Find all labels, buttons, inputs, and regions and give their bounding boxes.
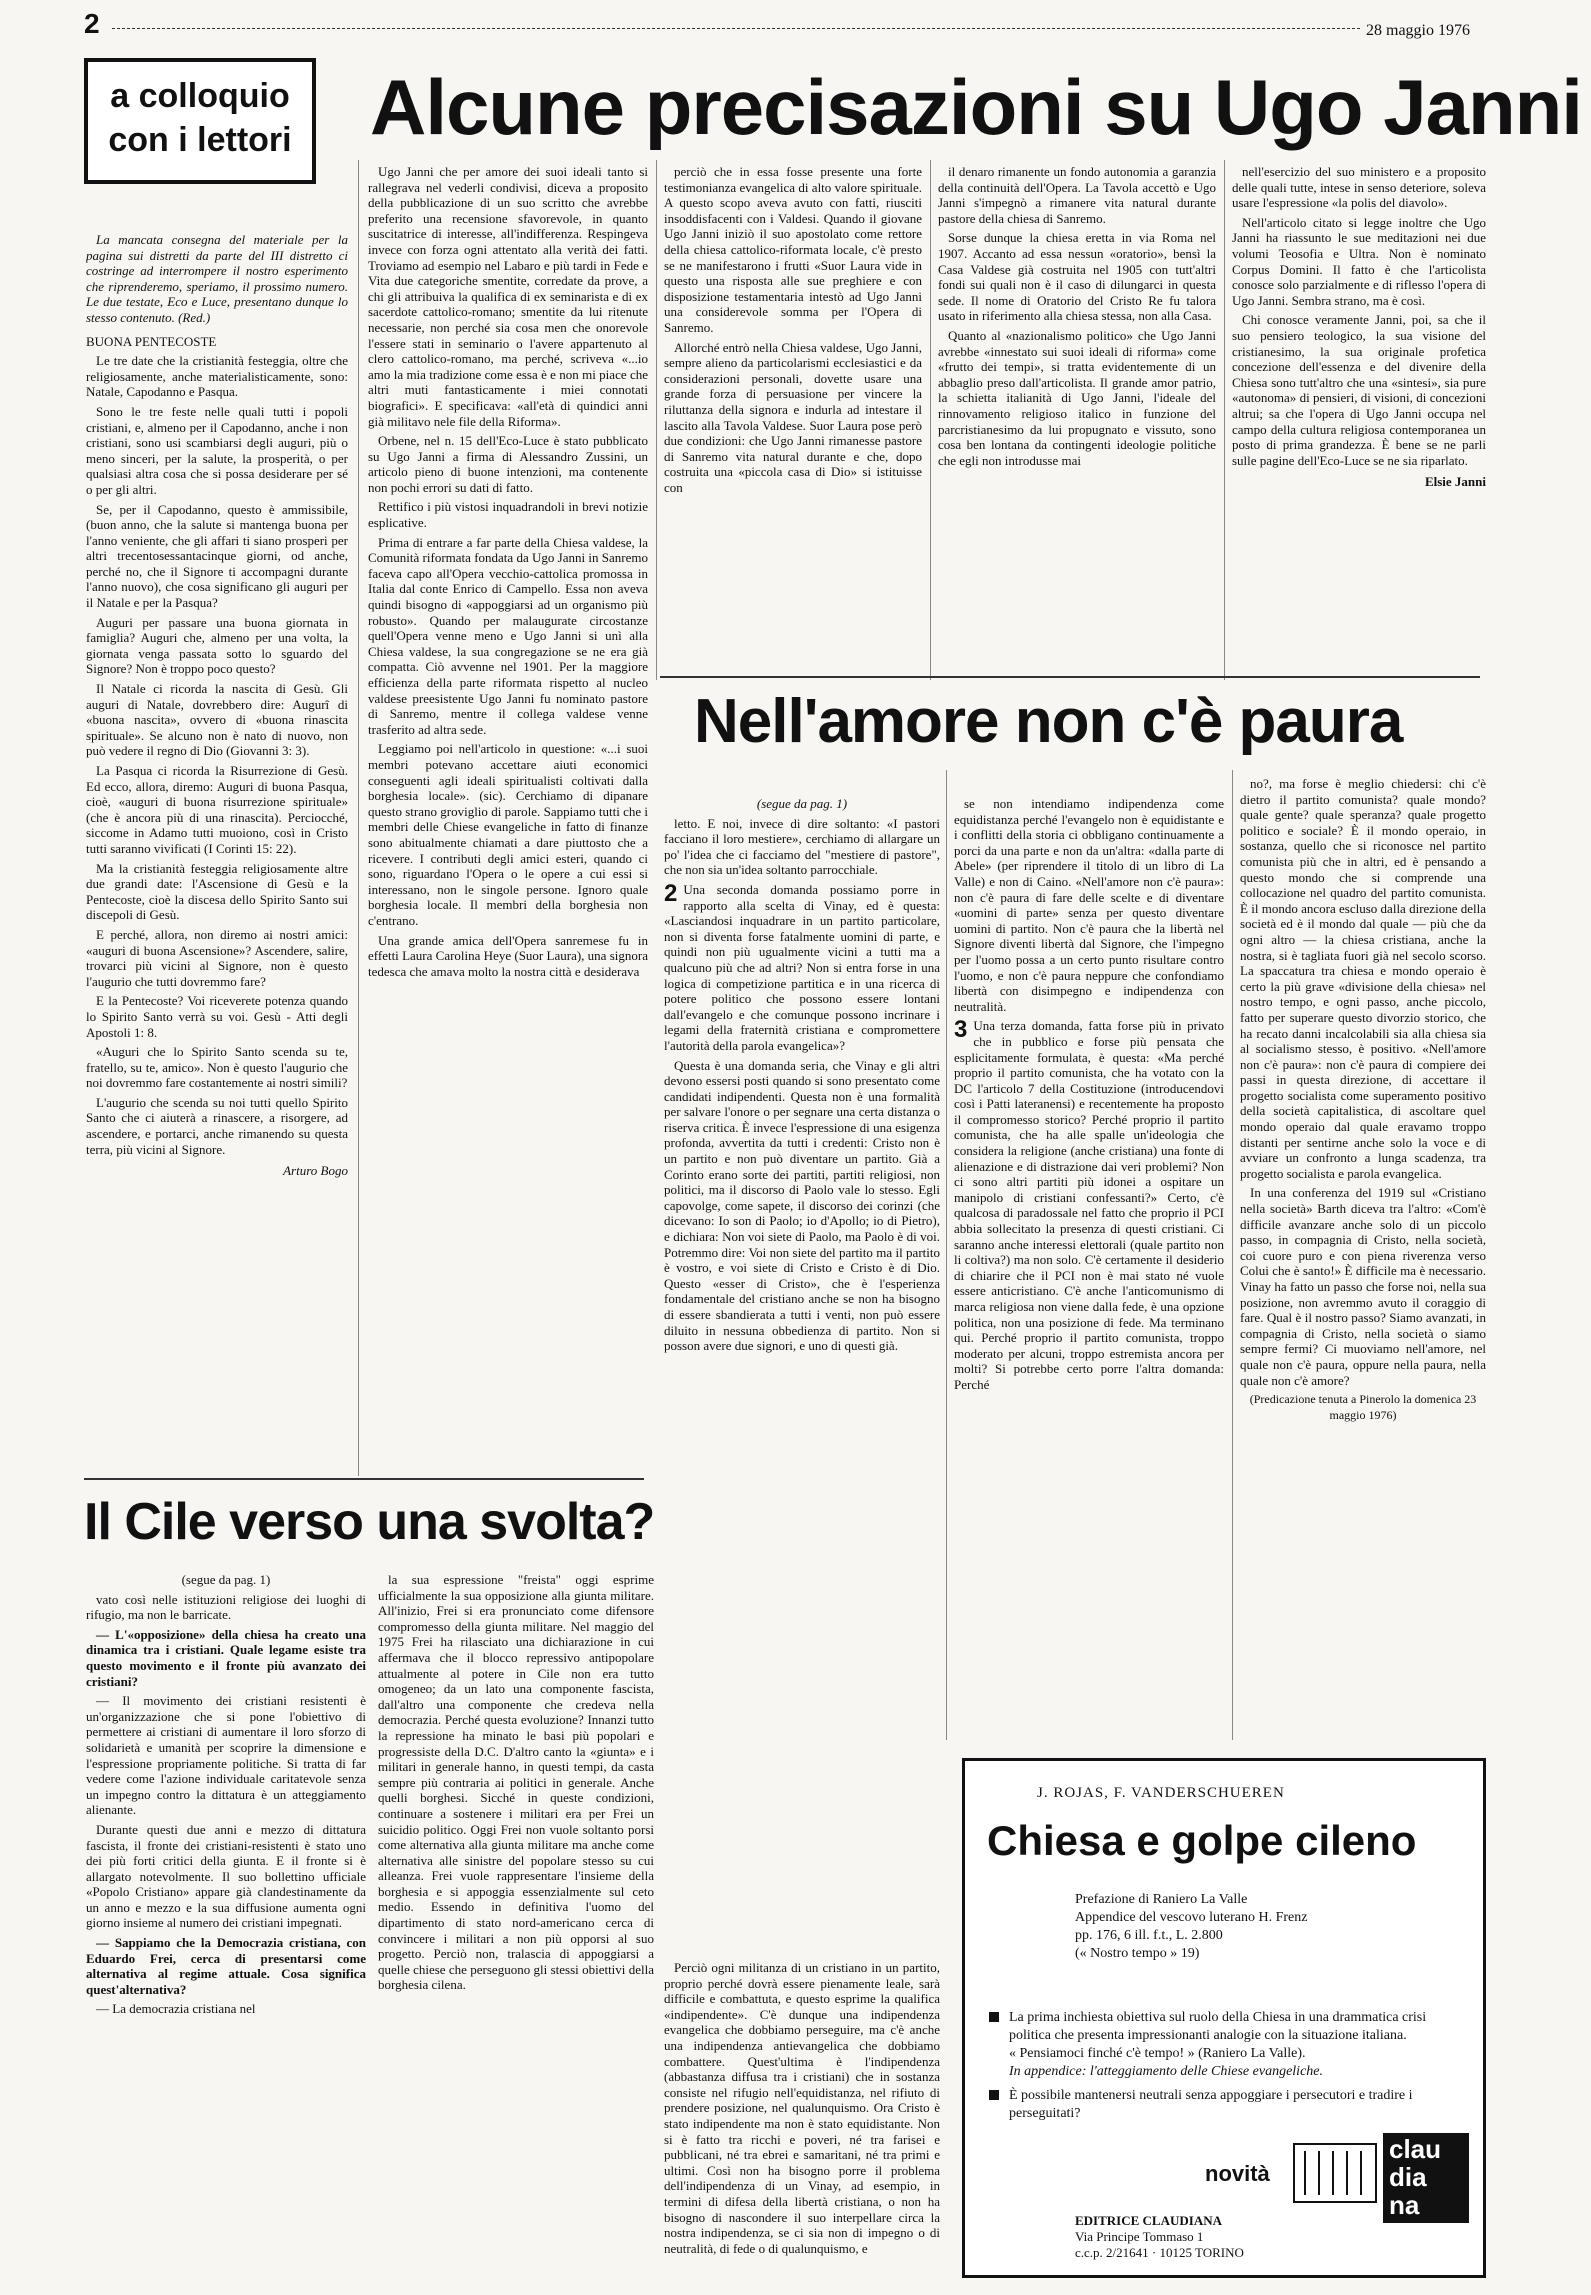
section-rule	[84, 1478, 644, 1480]
publisher-name: EDITRICE CLAUDIANA	[1075, 2213, 1222, 2228]
article-paragraph: il denaro rimanente un fondo autonomia a garanzia della continuità dell'Opera. La Tavola accettò e Ugo Janni s'impegnò a rimanere vita natural durante pastore della chiesa di Sanremo.	[938, 164, 1216, 226]
letter-paragraph: E perché, allora, non diremo ai nostri amici: «auguri di buona Ascensione»? Ascendere, salire, trovarci più vicini al Signore, non è questo l'augurio che tutti dovremmo fare?	[86, 926, 348, 989]
article-paragraph: Chi conosce veramente Janni, poi, sa che il suo pensiero teologico, la sua visione del cristianesimo, la sua originale profetica concezione dell'essenza e del divenire della Chiesa sono tutt'altro che una «sintesi», sia pure «autonoma» di pensieri, di visioni, di concezioni altrui; sa che l'opera di Ugo Janni occupa nel campo della cultura religiosa contemporanea un posto di prima grandezza. È bene se ne parli sulle pagine dell'Eco-Luce se ne sia riparlato.	[1232, 312, 1486, 468]
letter-paragraph: E la Pentecoste? Voi riceverete potenza quando lo Spirito Santo verrà su voi. Gesù - Atti degli Apostoli 1: 8.	[86, 993, 348, 1040]
article-paragraph: Prima di entrare a far parte della Chiesa valdese, la Comunità riformata fondata da Ugo Janni in Sanremo faceva capo all'Opera vecchio-cattolica promossa in Italia dal conte Enrico di Campello. Essa non aveva quindi bisogno di «appoggiarsi ad un organismo più robusto». Quando per malaugurate circostanze quell'Opera venne meno e Ugo Janni si unì alla Chiesa valdese, la sua congregazione se ne era già compatta. Ciò avvenne nel 1901. Per la maggiore efficienza della parte riformata rispetto al nucleo valdese preesistente Ugo Janni fu nominato pastore di Sanremo, mentre il collega valdese venne trasferito ad altra sede.	[368, 534, 648, 737]
letter-paragraph: Sono le tre feste nelle quali tutti i popoli cristiani, e, almeno per il Capodanno, anche i non cristiani, sono usi scambiarsi degli auguri, più o meno sinceri, per la salute, la prosperità, o per qualsiasi altra cosa che si possa desiderare per sé o per gli altri.	[86, 403, 348, 497]
article-paragraph: Durante questi due anni e mezzo di dittatura fascista, il fronte dei cristiani-resistenti è stato uno dei più forti critici della giunta. E il fronte si è allargato notevolmente. Il suo bollettino ufficiale «Popolo Cristiano» appare già clandestinamente da un anno e mezzo e la sua diffusione aumenta ogni giorno insieme al numero dei cristiani impegnati.	[86, 1821, 366, 1931]
article-paragraph: In una conferenza del 1919 sul «Cristiano nella società» Barth diceva tra l'altro: «Com'è difficile avanzare anche solo di un piccolo passo, in compagnia di Cristo, nella società, coi cuore puro e con piena riverenza verso Colui che è santo!» È difficile ma è necessario. Vinay ha fatto un passo che forse noi, nella sua posizione, non avremmo avuto il coraggio di fare. Qual è il nostro passo? Siamo avanzati, in compagnia di Cristo, nella società o siamo sempre fermi? Ci muoviamo nell'amore, nel quale non c'è paura, oppure nella paura, nella quale non c'è amore?	[1240, 1185, 1486, 1388]
article-paragraph: — Il movimento dei cristiani resistenti è un'organizzazione che si pone l'obiettivo di permettere ai cristiani di aumentare il loro sforzo di solidarietà e umanità per scoprire la dimensione e l'espressione propriamente politiche. Si tratta di far vedere come l'azione individuale caritatevole senza un impegno contro la dittatura è un atteggiamento alienante.	[86, 1693, 366, 1818]
letter-paragraph: Auguri per passare una buona giornata in famiglia? Auguri che, almeno per una volta, la giornata venga passata sotto lo sguardo del Signore? Non è troppo poco questo?	[86, 614, 348, 677]
article-paragraph: no?, ma forse è meglio chiedersi: chi c'è dietro il partito comunista? quale mondo? quale gente? quale speranza? quale progetto politico e sociale? È il mondo operaio, in sostanza, quello che si riconosce nel partito comunista più che in altri, ed è pensando a questo mondo che si comprende una collocazione nel quadro del partito comunista. È il mondo ancora escluso dalla direzione della società ed è il mondo dal quale — più che da ogni altro — la chiesa cristiana, anche la nostra, si è tagliata fuori già nel secolo scorso. La spaccatura tra chiesa e mondo operaio è certo la più grave «divisione della chiesa» nel nostro tempo, e ogni passo, anche piccolo, fatto per superare questo divorzio storico, che ha recato danni incalcolabili sia alla chiesa sia al socialismo stesso, è positivo. «Nell'amore non c'è paura»: non c'è paura di compiere dei passi in questa direzione, di accettare il progetto socialista come superamento positivo della società capitalistica, di ascoltare quel mondo operaio dal quale eravamo troppo distanti per sentirne anche solo la voce e di avviare un confronto a lunga scadenza, tra progetto socialista e parola evangelica.	[1240, 776, 1486, 1181]
janni-column-2	[664, 164, 922, 672]
article-paragraph: — La democrazia cristiana nel	[96, 2001, 256, 2017]
article-paragraph: Una seconda domanda possiamo porre in rapporto alla scelta di Vinay, ed è questa: «Lasciandosi inquadrare in un partito particolare, non si diventa forse fatalmente uomini di parte, e quindi non più ugualmente vicini a tutti ma a qualcuno più che ad altri? Non si entra forse in una logica di competizione partitica e in una ricerca di potere politico che possono essere lontani dall'evangelo e che comunque possono incrinare i legami della fraternità cristiana e compromettere l'autorità della parola evangelica»?	[664, 881, 940, 1053]
article-paragraph: Sorse dunque la chiesa eretta in via Roma nel 1907. Accanto ad essa nessun «oratorio», bensì la Casa Valdese già costruita nel 1905 con tutt'altri fondi sui quali non è il caso di dilungarci in questa sede. Il nome di Oratorio del Cristo Re fu talora usato in riferimento alla chiesa stessa, non alla Casa.	[938, 230, 1216, 324]
letter-paragraph: Il Natale ci ricorda la nascita di Gesù. Gli auguri di Natale, dovrebbero dire: Augurî di «buona nascita», ovvero di «buona rinascita spirituale». Se alcuno non è nato di nuovo, non può vedere il regno di Dio (Giovanni 3: 3).	[86, 681, 348, 759]
article-paragraph: Leggiamo poi nell'articolo in questione: «...i suoi membri potevano accettare aiuti economici conseguenti agli ideali spiritualisti coltivati dalla borghesia locale». (sic). Cerchiamo di dipanare questo strano groviglio di parole. Sappiamo tutti che i membri delle Chiese evangeliche in fatto di finanze sono abitualmente chiamati a dare piuttosto che a ricevere. I contributi degli amici esteri, quando ci sono, riguardano l'Opera o le opere a cui essi si interessano, non le singole persone. Ignoro quale borghesia locale. Il membri della borghesia non c'entrano.	[368, 741, 648, 928]
amore-column-2	[664, 1960, 940, 2280]
book-advertisement	[962, 1758, 1486, 2278]
article-paragraph: Perciò ogni militanza di un cristiano in un partito, proprio perché dovrà essere pienamente leale, sarà difficile e combattuta, e questo esprime la qualifica «indipendente». C'è dunque una indipendenza evangelica che dobbiamo perseguire, ma c'è anche una indipendenza antievangelica che dobbiamo combattere. Quest'ultima è l'indipendenza (abbastanza diffusa tra i cristiani) che in sostanza consiste nel rifugio nell'equidistanza, nel rifiuto di prendere posizione, nel qualunquismo. Ora Cristo è stato indipendente ma non è stato equidistante. Non si è fatto tra ricchi e poveri, né tra farisei e pubblicani, né tra ebrei e samaritani, né tra primi e ultimi. Così non ha bisogno porre il problema dell'indipendenza di un Vinay, ad esempio, in termini di difesa della libertà cristiana, o non ha bisogno di nascondere il suo interpellare circa la nostra indipendenza, se ci sia non di impegno o di neutralità, di fede o di qualunquismo, e	[664, 1960, 940, 2256]
article-paragraph: letto. E noi, invece di dire soltanto: «I pastori facciano il loro mestiere», cerchiamo di allargare un po' l'idea che ci facciamo del "mestiere di pastore", che non sia un'idea soltanto parrocchiale.	[664, 815, 940, 878]
janni-column-3	[938, 164, 1216, 672]
section-rule	[660, 676, 1480, 678]
column-divider	[1232, 770, 1233, 1740]
ad-bullet	[987, 2009, 1465, 2081]
ad-preface: Prefazione di Raniero La Valle	[1075, 1892, 1248, 1907]
cile-column-2	[378, 1572, 654, 2280]
question-number: 3	[954, 1016, 968, 1044]
letter-signature: Arturo Bogo	[283, 1163, 348, 1179]
column-divider	[946, 770, 947, 1740]
letter-paragraph: La Pasqua ci ricorda la Risurrezione di Gesù. Ed ecco, allora, diremo: Auguri di buona Pasqua, cioè, «auguri di buona risurrezione spirituale» (che è ancora più di una rinascita). Perciocché, siccome in Adamo tutti muoiono, così in Cristo tutti saranno vivificati (I Corinti 15: 22).	[86, 763, 348, 856]
article-paragraph: Ugo Janni che per amore dei suoi ideali tanto si rallegrava nel vederli condivisi, diceva a proposito della pubblicazione di un suo scritto che avrebbe preferito una recensione sfavorevole, in quanto suscitatrice di interesse, all'indifferenza. Respingeva invece con forza ogni attentato alla verità dei fatti. Troviamo ad esempio nel Labaro e più tardi in Fede e Vita due categoriche smentite, corredate da prove, a chi gli attribuiva la qualifica di ex seminarista e di ex sacerdote cattolico-romano; smentite da lui ritenute necessarie, non perché sia cosa men che onorevole l'essere stati in seminario o l'avere appartenuto al clero cattolico-romano, ma perché, scriveva «...io amo la mia tradizione come essa è e non mi piace che altri muti fantasticamente i miei connotati biografici». E specificava: «all'età di quindici anni già militavo nele file della Riforma».	[368, 164, 648, 429]
interview-question: — L'«opposizione» della chiesa ha creato una dinamica tra i cristiani. Quale legame esiste tra questo movimento e il fronte più avanzato dei cristiani?	[86, 1626, 366, 1689]
publisher-ccp: c.c.p. 2/21641 · 10125 TORINO	[1075, 2245, 1244, 2260]
article-paragraph: Nell'articolo citato si legge inoltre che Ugo Janni ha riassunto le sue meditazioni nei due volumi Teosofia e Ultra. Non è nominato Corpus Domini. Il fatto è che l'articolista conosce solo parzialmente e di riflesso l'opera di Ugo Janni. Sembra strano, ma è così.	[1232, 214, 1486, 308]
ad-bullet-text: La prima inchiesta obiettiva sul ruolo della Chiesa in una drammatica crisi politica che presenta impressionanti analogie con la situazione italiana.	[1009, 2010, 1427, 2043]
article-paragraph: Una terza domanda, fatta forse più in privato che in pubblico e forse più pensata che esplicitamente formulata, è questa: «Ma perché proprio il partito comunista, che ha votato con la DC l'articolo 7 della Costituzione (introducendovi così i Patti lateranensi) e recentemente ha proposto il compromesso storico? Perché proprio il partito comunista, che ha alle spalle un'ideologia che considera la religione (anche cristiana) una fonte di alienazione e di distrazione dai veri problemi? Non ci sono altri partiti più idonei a ospitare un manipolo di cristiani confessanti?» Certo, c'è qualcosa di paradossale nel fatto che proprio il PCI abbia sollecitato la presenza di questi cristiani. Ci saranno anche interessi elettorali (quale partito non li coltiva?) ma non solo. C'è certamente il desiderio di chiarire che il PCI non è mai stato né vuole essere anticristiano. C'è anche l'anticomunismo di marca religiosa non viene dalla fede, è una opzione politica, non una posizione di fede. Ma terminano qui. Perché proprio il partito comunista, troppo moderato per alcuni, troppo estremista ancora per molti? Si potrebbe certo porre l'altra domanda: Perché	[954, 1018, 1224, 1392]
cile-column-1	[86, 1572, 366, 2280]
box-title-line2: con i lettori	[108, 121, 292, 159]
ad-details	[1075, 1891, 1455, 1963]
sermon-note: (Predicazione tenuta a Pinerolo la domenica 23 maggio 1976)	[1249, 1392, 1477, 1422]
headline-cile: Il Cile verso una svolta?	[84, 1493, 655, 1551]
ad-book-title: Chiesa e golpe cileno	[987, 1817, 1417, 1864]
janni-column-4	[1232, 164, 1486, 672]
ad-series: (« Nostro tempo » 19)	[1075, 1946, 1200, 1961]
column-divider	[1224, 160, 1225, 680]
box-title-line1: a colloquio	[110, 77, 290, 115]
claudiana-logo	[1383, 2133, 1469, 2223]
logo-part: dia	[1389, 2162, 1427, 2192]
ad-novita-label: novità	[1205, 2161, 1270, 2186]
editor-note: La mancata consegna del materiale per la pagina sui distretti da parte del III distretto ci costringe ad interrompere il nostro esperimento che riprenderemo, speriamo, il prossimo numero. Le due testate, Eco e Luce, presentano dunque lo stesso contenuto. (Red.)	[86, 232, 348, 325]
ad-quote: « Pensiamoci finché c'è tempo! » (Raniero La Valle).	[1009, 2046, 1306, 2061]
article-paragraph: se non intendiamo indipendenza come equidistanza perché l'evangelo non è equidistante e i conflitti della storia ci obbligano continuamente a porci da una parte e non da un'altra: «dalla parte di Abele» (per riprendere il titolo di un libro di La Valle) e non di Caino. «Nell'amore non c'è paura»: non c'è paura di fare delle scelte e di diventare «uomini di parte» senza per questo diventare uomini di partito. Non c'è paura che la libertà nel Signore diventi libertà dal Signore, che l'impegno per l'uomo possa a un certo punto risultare contro l'uomo, e non c'è paura neppure che confondiamo libertà con disimpegno e indipendenza con neutralità.	[954, 796, 1224, 1014]
continued-note: (segue da pag. 1)	[756, 796, 848, 811]
ad-publisher	[1075, 2213, 1244, 2261]
article-paragraph: Allorché entrò nella Chiesa valdese, Ugo Janni, sempre alieno da particolarismi ecclesiastici e da considerazioni personali, dovette usare una grande forza di persuasione per vincere la riluttanza della signora e indurla ad intestare il lascito alla Tavola Valdese. Suor Laura pose però due condizioni: che Ugo Janni rimanesse pastore di Sanremo vita natural durante e che, dopo costruita una «piccola casa di Dio» si istituisse con	[664, 339, 922, 495]
ad-bullets	[987, 2009, 1465, 2129]
article-paragraph: vato così nelle istituzioni religiose dei luoghi di rifugio, ma non le barricate.	[86, 1591, 366, 1623]
ad-bullet-text: È possibile mantenersi neutrali senza appoggiare i persecutori e tradire i perseguitati?	[1009, 2088, 1413, 2121]
page-number: 2	[84, 8, 100, 39]
article-paragraph: Quanto al «nazionalismo politico» che Ugo Janni avrebbe «innestato sui suoi ideali di riforma» come «frutto dei tempi», si tratta evidentemente di un abbaglio preso dall'articolista. Il grande amor patrio, la schietta italianità di Ugo Janni, l'ideale del rinnovamento religioso italico in funzione del parcristianesimo da lui propugnato e vissuto, sono cosa ben lontana da contingenti ideologie politiche che egli non introdusse mai	[938, 327, 1216, 468]
issue-date: 28 maggio 1976	[1366, 22, 1470, 39]
janni-column-1	[368, 164, 648, 1476]
column-box-title	[84, 58, 316, 184]
continued-note: (segue da pag. 1)	[181, 1572, 271, 1587]
column-divider	[656, 160, 657, 680]
letter-paragraph: Se, per il Capodanno, questo è ammissibile, (buon anno, che la salute si mantenga buona per l'anno veniente, che gli affari ti siano prosperi per altri trecentosessantacinque giorni, od anche, perché no, che il Signore ti accompagni durante l'anno nuovo), che cosa significano gli auguri per il Natale e per la Pasqua?	[86, 501, 348, 611]
article-paragraph: Questa è una domanda seria, che Vinay e gli altri devono essersi posti quando si sono presentato come candidati indipendenti. Questa non è una formalità per salvare l'onore o per segnare una certa distanza o riserva critica. È invece l'espressione di una esigenza profonda, avvertita da tutti i credenti: Cristo non è un partito e non può diventare un partito. Già a Corinto erano sorte dei partiti, partiti religiosi, non politici, ma il discorso di Paolo vale lo stesso. Egli capovolge, come sapete, il discorso dei corinzi (che dicevano: Io son di Paolo; io d'Apollo; io di Pietro), e dichiara: Non voi siete di Paolo, ma Paolo è di voi. Potremmo dire: Voi non siete del partito ma il partito è vostro, e voi siete di Cristo e Cristo è di Dio. Questo «esser di Cristo», che è l'esperienza fondamentale del cristiano anche se non ha bisogno di essere sbandierata a tutti i venti, non può essere diluito in nessuna obbedienza di partito. Non si posson avere due signori, e uno di questi già.	[664, 1057, 940, 1354]
ad-pages-price: pp. 176, 6 ill. f.t., L. 2.800	[1075, 1928, 1223, 1943]
wheat-logo-icon	[1293, 2143, 1377, 2203]
interview-question: — Sappiamo che la Democrazia cristiana, con Eduardo Frei, cerca di presentarsi come alternativa al regime attuale. Cosa significa quest'alternativa?	[86, 1935, 366, 1997]
publisher-address: Via Principe Tommaso 1	[1075, 2229, 1204, 2244]
article-paragraph: nell'esercizio del suo ministero e a proposito delle quali tutte, intese in senso deteriore, soleva usare l'espressione «la polis del diavolo».	[1232, 164, 1486, 211]
ad-authors: J. ROJAS, F. VANDERSCHUEREN	[1037, 1785, 1285, 1801]
letter-paragraph: «Auguri che lo Spirito Santo scenda su te, fratello, su te, amico». Non è questo l'augurio che noi dovremmo fare costantemente ai nostri simili?	[86, 1044, 348, 1091]
ad-appendix: Appendice del vescovo luterano H. Frenz	[1075, 1910, 1308, 1925]
article-paragraph: la sua espressione "freista" oggi esprime ufficialmente la sua opposizione alla giunta militare. All'inizio, Frei si era pronunciato come difensore compromesso della giunta militare. Nel maggio del 1975 Frei ha rilasciato una dichiarazione in cui affermava che il blocco repressivo antipopolare attualmente al potere in Cile non era tutto omogeneo; da un lato una componente fascista, dall'altro una componente che credeva nella democrazia. Perché questa evoluzione? Innanzi tutto la repressione ha minato le basi più popolari e progressiste della D.C. D'altro canto la «giunta» e i militari in generale hanno, in questi tempi, da casta sempre più contraria ai politici in generale. Anche quelli borghesi. Sicché in queste condizioni, continuare a sostenere i militari era per Frei un suicidio politico. Oggi Frei non vuole soltanto porsi come alternativa alla giunta militare ma anche come alternativa alle sinistre del popolare stesso su cui alleanza. Frei vuole rappresentare l'insieme della borghesia e si appoggia essenzialmente sul ceto medio. Essendo in definitiva l'uomo del dipartimento di stato nord-americano cerca di convincere i militari a non più opporsi al suo progetto. Perciò non, tralascia di appoggiarsi a quelle chiese che perseguono gli stessi obiettivi della borghesia cilena.	[378, 1572, 654, 1993]
letter-paragraph: Le tre date che la cristianità festeggia, oltre che religiosamente, anche materialisticamente, sono: Natale, Capodanno e Pasqua.	[86, 353, 348, 400]
article-signature: Elsie Janni	[1424, 474, 1486, 490]
headline-janni: Alcune precisazioni su Ugo Janni	[370, 63, 1582, 151]
ad-bullet	[987, 2087, 1465, 2123]
letter-paragraph: L'augurio che scenda su noi tutti quello Spirito Santo che ci aiuterà a rinascere, a risorgere, ad ascendere, e portarci, anche rimanendo su questa terra, più vicini al Signore.	[86, 1094, 348, 1157]
amore-column-3	[954, 796, 1224, 1750]
logo-part: clau	[1389, 2134, 1442, 2164]
headline-amore: Nell'amore non c'è paura	[694, 687, 1403, 756]
logo-part: na	[1389, 2190, 1420, 2220]
article-paragraph: Una grande amica dell'Opera sanremese fu in effetti Laura Carolina Heye (Suor Laura), una signora tedesca che amava molto la nostra città e desiderava	[368, 932, 648, 979]
column-divider	[930, 160, 931, 680]
question-number: 2	[664, 879, 678, 907]
amore-column-1	[664, 796, 940, 1950]
article-paragraph: Orbene, nel n. 15 dell'Eco-Luce è stato pubblicato su Ugo Janni a firma di Alessandro Zussini, un articolo pieno di buone intenzioni, ma contenente non pochi errori su dati di fatto.	[368, 433, 648, 495]
letters-column	[86, 232, 348, 1468]
article-paragraph: perciò che in essa fosse presente una forte testimonianza evangelica di alto valore spirituale. A questo scopo aveva avuto con fatti, riusciti insoddisfacenti con i Valdesi. Quando il giovane Ugo Janni iniziò il suo apostolato come rettore della chiesa cattolico-riformata locale, c'è presto se ne manifestarono i frutti «Suor Laura vide in questo una risposta alle sue preghiere e con disposizione testamentaria intestò ad Ugo Janni una considerevole somma per l'Opera di Sanremo.	[664, 164, 922, 335]
letter-subhead: BUONA PENTECOSTE	[86, 333, 217, 349]
column-divider	[358, 160, 359, 1476]
top-rule	[112, 28, 1360, 29]
letter-paragraph: Ma la cristianità festeggia religiosamente altre due grandi date: l'Ascensione di Gesù e la Pentecoste, cioè la discesa dello Spirito Santo sui discepoli di Gesù.	[86, 860, 348, 923]
article-paragraph: Rettifico i più vistosi inquadrandoli in brevi notizie esplicative.	[368, 499, 648, 531]
amore-column-4	[1240, 776, 1486, 1750]
ad-appendix-note: In appendice: l'atteggiamento delle Chiese evangeliche.	[1009, 2064, 1323, 2079]
